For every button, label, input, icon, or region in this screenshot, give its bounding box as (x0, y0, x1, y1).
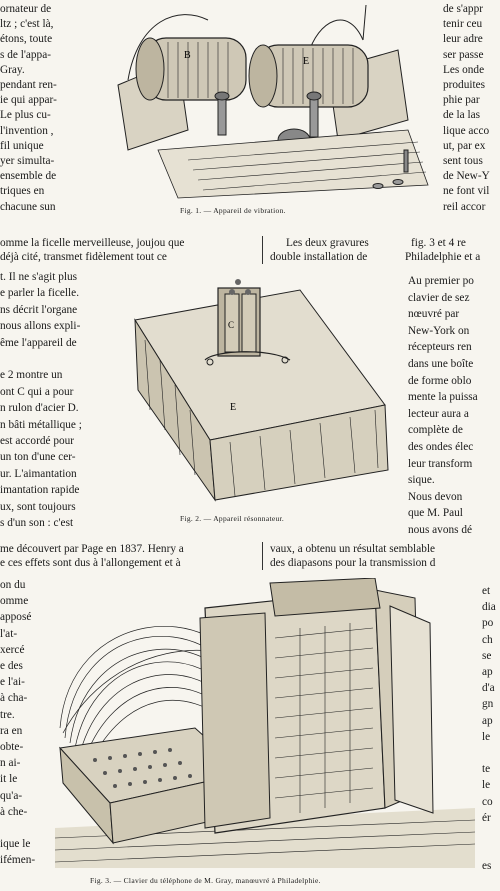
text-line: ifémen- (0, 854, 36, 867)
text-line: leur transform (408, 457, 473, 470)
text-line: que M. Paul (408, 507, 463, 520)
mid-band-2-right-line-2: des diapasons pour la transmission d (270, 557, 436, 569)
text-line: chacune sun (0, 200, 56, 213)
text-line: ch (482, 633, 493, 646)
left-column-bottom (0, 578, 50, 868)
text-line: l'invention , (0, 124, 54, 137)
text-line: le (482, 730, 491, 743)
mid-band-right-line-2: double installation de (270, 251, 368, 263)
text-line: étons, toute (0, 33, 53, 46)
figure-1-illustration (98, 0, 436, 200)
figure-1-caption: Fig. 1. — Appareil de vibration. (180, 206, 286, 215)
text-line: omme (0, 595, 29, 608)
text-line: nous allons expli- (0, 320, 81, 333)
text-line: tre. (0, 708, 15, 721)
text-line: n bâti métallique ; (0, 418, 82, 431)
text-line: Au premier po (408, 275, 474, 287)
text-line: on du (0, 579, 26, 591)
text-line: de s'appr (443, 3, 483, 15)
text-line: t. Il ne s'agit plus (0, 271, 78, 283)
text-line: récepteurs ren (408, 341, 472, 354)
text-line: ur. L'aimantation (0, 467, 77, 480)
left-column-mid (0, 270, 112, 540)
text-line: pendant ren- (0, 79, 57, 91)
mid-band-left-line-2: déjà cité, transmet fidèlement tout ce (0, 251, 167, 263)
text-line: obte- (0, 741, 24, 753)
mid-band-far-right-line-1: fig. 3 et 4 re (411, 237, 466, 249)
text-line: est accordé pour (0, 435, 75, 447)
mid-band-left-line-1: omme la ficelle merveilleuse, joujou que (0, 237, 185, 249)
text-line: nous avons dé (408, 524, 473, 536)
text-line: de New-Y (443, 170, 490, 183)
text-line: de la las (443, 109, 481, 122)
text-line: Gray. (0, 63, 25, 76)
figure-2-caption: Fig. 2. — Appareil résonnateur. (180, 514, 285, 523)
text-line: ap (482, 666, 493, 678)
text-line: n ai- (0, 757, 21, 770)
figure-1-letter-b: B (184, 50, 191, 61)
figure-2-letter-e: E (230, 402, 237, 413)
text-line: Nous devon (408, 490, 463, 503)
text-line: ap (482, 714, 493, 727)
text-line: mente la puissa (408, 391, 478, 404)
figure-3-caption: Fig. 3. — Clavier du téléphone de M. Gray, manœuvré à Philadelphie. (90, 876, 321, 885)
text-line: po (482, 617, 494, 630)
text-line: clavier de sez (408, 291, 470, 304)
text-line: es (482, 860, 492, 870)
text-line: ér (482, 811, 491, 824)
text-line: de forme oblo (408, 374, 472, 387)
text-line: e parler la ficelle. (0, 287, 80, 300)
mid-band-far-right-line-2: Philadelphie et a (405, 251, 481, 263)
text-line: ra en (0, 724, 23, 737)
text-line: à che- (0, 805, 28, 818)
text-line: gn (482, 698, 494, 711)
left-column-top (0, 0, 75, 225)
figure-1-letter-e: E (303, 56, 310, 67)
text-line: triques en (0, 185, 45, 198)
text-line: fil unique (0, 139, 44, 152)
text-line: sique. (408, 474, 435, 487)
mid-band-2-left-line-2: e ces effets sont dus à l'allongement et à (0, 557, 181, 569)
text-line: s d'un son : c'est (0, 517, 74, 529)
text-line: lique acco (443, 124, 490, 137)
text-line: ne font vil (443, 185, 490, 198)
text-line: le (482, 779, 491, 792)
text-line: ut, par ex (443, 139, 486, 152)
figure-2-illustration (130, 270, 392, 508)
text-line: ie qui appar- (0, 94, 57, 107)
text-line: n rulon d'acier D. (0, 402, 79, 415)
text-line: ser passe (443, 48, 484, 61)
resonator-apparatus-drawing (130, 270, 392, 508)
mid-band-right-line-1: Les deux gravures (286, 237, 369, 249)
text-line: à cha- (0, 692, 28, 705)
text-line: yer simulta- (0, 155, 55, 167)
text-line: e des (0, 660, 23, 672)
text-line: phie par (443, 94, 480, 107)
text-line: ont C qui a pour (0, 385, 74, 398)
text-line: sent tous (443, 155, 483, 167)
text-line: New-York on (408, 324, 470, 337)
text-line: d'a (482, 682, 495, 695)
text-line: complète de (408, 424, 463, 437)
text-line: leur adre (443, 33, 483, 46)
text-line: ns décrit l'organe (0, 303, 78, 316)
text-line: qu'a- (0, 789, 23, 802)
text-line: se (482, 649, 492, 662)
vibration-apparatus-drawing (98, 0, 436, 200)
text-line: ornateur de (0, 3, 52, 15)
text-line: nœuvré par (408, 308, 460, 321)
text-line: apposé (0, 611, 32, 624)
text-line: Le plus cu- (0, 109, 51, 122)
text-line: ensemble de (0, 170, 57, 183)
column-divider-1 (262, 236, 263, 264)
text-line: e l'ai- (0, 676, 25, 689)
text-line: co (482, 795, 493, 808)
text-line: dia (482, 601, 496, 614)
text-line: l'at- (0, 627, 18, 640)
text-line: Les onde (443, 63, 485, 76)
text-line: des ondes élec (408, 441, 474, 453)
text-line: reil accor (443, 200, 486, 213)
gray-telephone-keyboard-drawing (55, 578, 475, 868)
text-line: s de l'appa- (0, 48, 51, 61)
mid-band-2-right-line-1: vaux, a obtenu un résultat semblable (270, 543, 436, 555)
figure-2-letter-c: C (228, 320, 235, 330)
column-divider-2 (262, 542, 263, 570)
text-line: te (482, 763, 491, 776)
text-line: un ton d'une cer- (0, 451, 76, 464)
figure-3-illustration (55, 578, 475, 868)
text-line: e 2 montre un (0, 369, 63, 382)
text-line: et (482, 585, 491, 597)
text-line: it le (0, 773, 18, 786)
text-line: produites (443, 79, 486, 91)
text-line: xercé (0, 643, 25, 656)
text-line: ux, sont toujours (0, 500, 76, 513)
text-line: ême l'appareil de (0, 336, 77, 349)
mid-band-2-left-line-1: me découvert par Page en 1837. Henry a (0, 543, 184, 555)
text-line: lecteur aura a (408, 407, 469, 420)
text-line: ique le (0, 838, 31, 851)
text-line: ltz ; c'est là, (0, 18, 54, 31)
text-line: dans une boîte (408, 358, 474, 370)
text-line: tenir ceu (443, 18, 483, 31)
text-line: imantation rapide (0, 484, 80, 497)
